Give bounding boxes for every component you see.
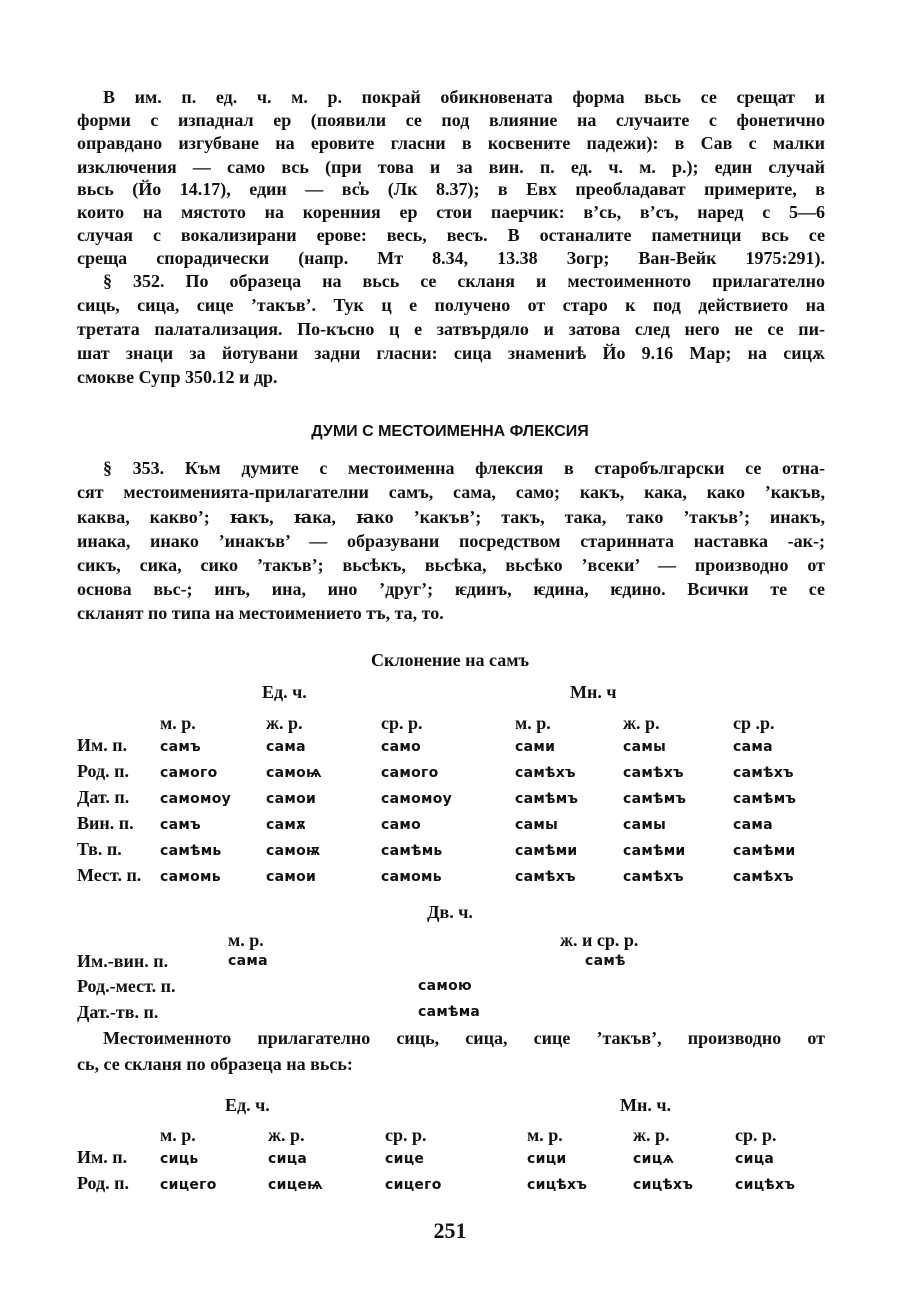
text-line: сикъ, сика, сико ’такъв’; вьсѣкъ, вьсѣка, вьсѣко ’всеки’ — производно от (77, 555, 825, 575)
text-line: среща спорадически (напр. Мт 8.34, 13.38 Зогр; Ван-Вейк 1975:291). (77, 248, 825, 268)
word-form: сице (385, 1151, 425, 1167)
gender-header: ср. р. (735, 1125, 777, 1145)
gender-header: м. р. (160, 713, 196, 733)
word-form: самого (381, 765, 439, 781)
word-form: самѣмъ (515, 791, 579, 807)
word-form: самомоу (381, 791, 453, 807)
word-form: самомь (381, 869, 442, 885)
case-label: Род.-мест. п. (77, 976, 176, 996)
case-label: Дат. п. (77, 787, 130, 807)
number-header: Ед. ч. (225, 1095, 270, 1115)
gender-header: м. р. (515, 713, 551, 733)
text-line: Местоименното прилагателно сиць, сица, сице ’такъв’, производно от (103, 1028, 825, 1048)
text-line: шат знаци за йотувани задни гласни: сица знамениѣ Йо 9.16 Мар; на сицѫ (77, 343, 825, 363)
word-form: самого (160, 765, 218, 781)
word-form: сама (733, 817, 773, 833)
word-form: самѣма (418, 1004, 481, 1020)
word-form: самомь (160, 869, 221, 885)
word-form: сицего (160, 1177, 217, 1193)
word-form: самѣмъ (733, 791, 797, 807)
word-form: сама (733, 739, 773, 755)
word-form: сицеѩ (268, 1177, 324, 1193)
word-form: сицѧ (633, 1151, 675, 1167)
case-label: Дат.-тв. п. (77, 1002, 159, 1022)
case-label: Вин. п. (77, 813, 134, 833)
gender-header: м. р. (527, 1125, 563, 1145)
word-form: само (381, 817, 422, 833)
word-form: самѣмь (381, 843, 443, 859)
case-label: Им.-вин. п. (77, 951, 169, 971)
text-line: сь, се скланя по образеца на вьсь: (77, 1054, 353, 1074)
gender-header: ср. р. (385, 1125, 427, 1145)
text-line: изключения — само всь (при това и за вин. п. ед. ч. м. р.); един случай (77, 157, 825, 177)
word-form: самѣхъ (733, 765, 794, 781)
word-form: самѣми (515, 843, 578, 859)
word-form: сами (515, 739, 556, 755)
text-line: вьсь (Йо 14.17), един — вс҆ь (Лк 8.37); в Евх преобладават примерите, в (77, 179, 825, 199)
text-line: форми с изпаднал ер (появили се под влияние на случаите с фонетично (77, 110, 825, 130)
word-form: сици (527, 1151, 567, 1167)
gender-header: ж. р. (268, 1125, 305, 1145)
word-form: самомоу (160, 791, 232, 807)
text-line: скланят по типа на местоимението тъ, та, то. (77, 603, 444, 623)
text-line: оправдано изгубване на еровите гласни в косвените падежи): в Сав с малки (77, 133, 825, 153)
case-label: Род. п. (77, 1173, 130, 1193)
text-line: смокве Супр 350.12 и др. (77, 367, 278, 387)
gender-header: ж. р. (623, 713, 660, 733)
word-form: само (381, 739, 422, 755)
word-form: самѣхъ (733, 869, 794, 885)
gender-header: м. р. (228, 930, 264, 950)
word-form: самъ (160, 739, 201, 755)
text-line: сиць, сица, сице ’такъв’. Тук ц е получено от старо к под действието на (77, 295, 825, 315)
word-form: самѣхъ (515, 765, 576, 781)
word-form: самоѭ (266, 843, 321, 859)
gender-header: ж. и ср. р. (560, 930, 639, 950)
text-line: инака, инако ’инакъв’ — образувани посредством старинната наставка -ак-; (77, 531, 825, 551)
gender-header: ср. р. (381, 713, 423, 733)
text-line: случая с вокализирани ерове: весь, весъ. В останалите паметници всь се (77, 225, 825, 245)
word-form: самоѩ (266, 765, 323, 781)
word-form: сица (735, 1151, 775, 1167)
case-label: Им. п. (77, 735, 128, 755)
text-line: В им. п. ед. ч. м. р. покрай обикновената форма вьсь се срещат и (103, 87, 825, 107)
word-form: самъ (160, 817, 201, 833)
text-line: каква, какво’; ꙗкъ, ꙗка, ꙗко ’какъв’; такъ, така, тако ’такъв’; инакъ, (77, 507, 825, 527)
case-label: Им. п. (77, 1147, 128, 1167)
case-label: Мест. п. (77, 865, 142, 885)
word-form: самою (418, 978, 472, 994)
table-caption: Склонение на самъ (371, 650, 529, 670)
word-form: самои (266, 791, 317, 807)
section-heading: ДУМИ С МЕСТОИМЕННА ФЛЕКСИЯ (311, 423, 589, 440)
text-line: които на мястото на коренния ер стои паерчик: в’сь, в’съ, наред с 5—6 (77, 202, 825, 222)
word-form: самѣми (623, 843, 686, 859)
word-form: сицѣхъ (527, 1177, 588, 1193)
word-form: самѫ (266, 817, 307, 833)
text-line: § 353. Към думите с местоименна флексия в старобългарски се отна- (103, 458, 825, 478)
word-form: самѣхъ (515, 869, 576, 885)
word-form: самѣми (733, 843, 796, 859)
word-form: сама (228, 953, 268, 969)
gender-header: м. р. (160, 1125, 196, 1145)
number-header: Ед. ч. (262, 682, 307, 702)
word-form: сица (268, 1151, 308, 1167)
word-form: самѣмь (160, 843, 222, 859)
case-label: Тв. п. (77, 839, 122, 859)
text-line: третата палатализация. По-късно ц е затвърдяло и затова след него не се пи- (77, 319, 825, 339)
word-form: сицего (385, 1177, 442, 1193)
word-form: самѣхъ (623, 765, 684, 781)
case-label: Род. п. (77, 761, 130, 781)
word-form: самѣмъ (623, 791, 687, 807)
page-number: 251 (433, 1218, 467, 1243)
word-form: сицѣхъ (633, 1177, 694, 1193)
gender-header: ж. р. (633, 1125, 670, 1145)
word-form: сицѣхъ (735, 1177, 796, 1193)
word-form: самѣхъ (623, 869, 684, 885)
word-form: сиць (160, 1151, 199, 1167)
text-line: § 352. По образеца на вьсь се скланя и местоименното прилагателно (103, 271, 825, 291)
number-header: Мн. ч (570, 682, 617, 702)
word-form: самои (266, 869, 317, 885)
word-form: самы (515, 817, 559, 833)
word-form: самы (623, 817, 667, 833)
word-form: самѣ (585, 953, 626, 969)
gender-header: ж. р. (266, 713, 303, 733)
text-line: основа вьс-; инъ, ина, ино ’друг’; ѥдинъ, ѥдина, ѥдино. Всички те се (77, 579, 825, 599)
text-line: сят местоименията-прилагателни самъ, сама, само; какъ, кака, како ’какъв, (77, 482, 825, 502)
word-form: самы (623, 739, 667, 755)
number-header: Мн. ч. (620, 1095, 672, 1115)
word-form: сама (266, 739, 306, 755)
gender-header: ср .р. (733, 713, 775, 733)
dual-title: Дв. ч. (427, 902, 473, 922)
